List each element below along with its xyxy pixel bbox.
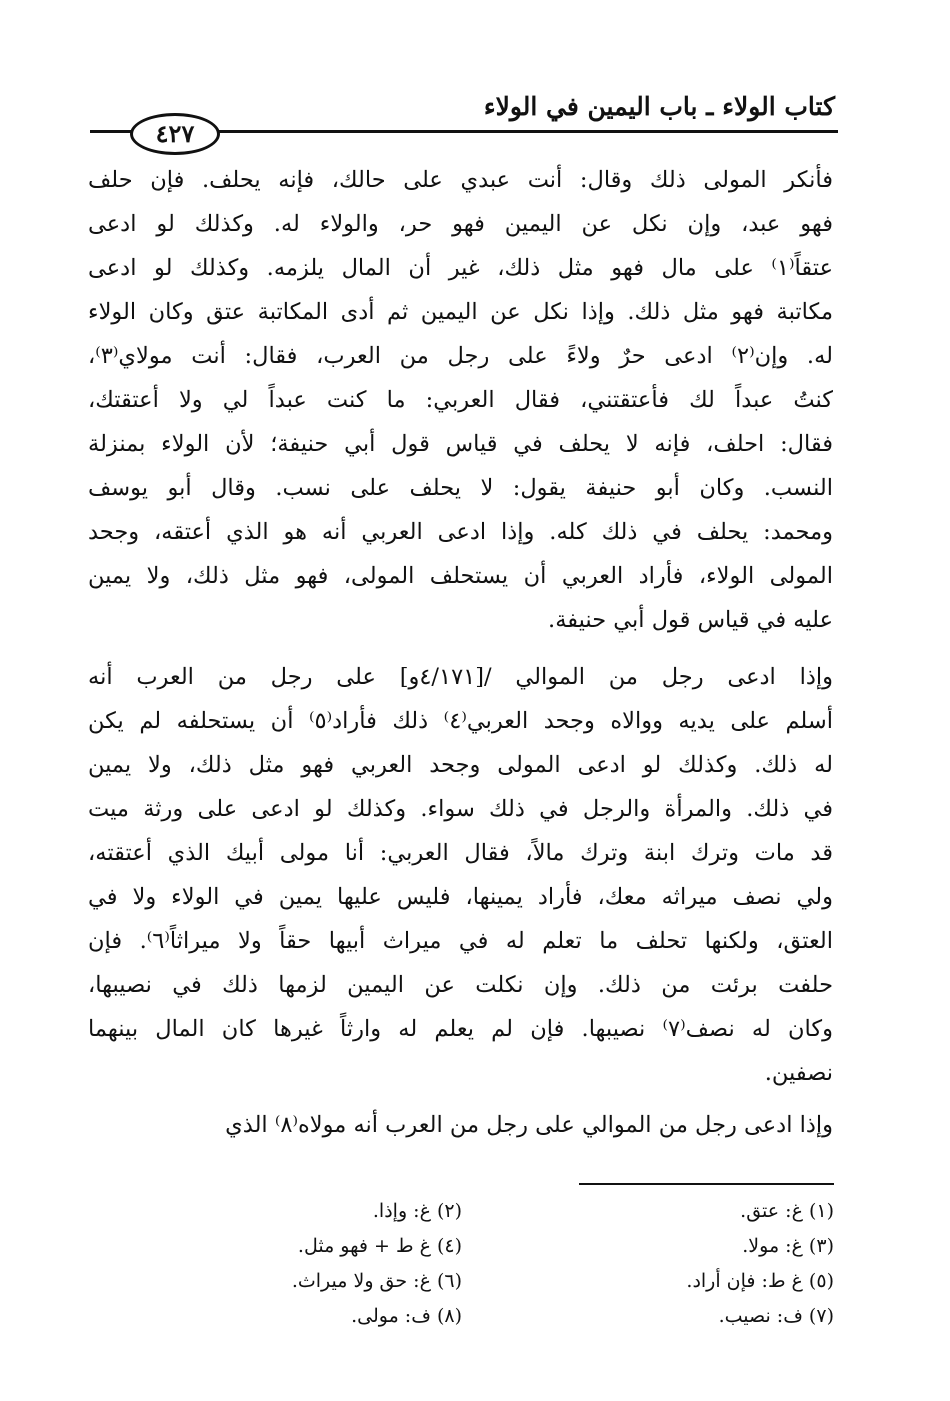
footnote: (٨) ف: مولى.	[351, 1305, 462, 1327]
text-line: قد مات وترك ابنة وترك مالاً، فقال العربي: أنا مولى أبيك الذي أعتقته،	[88, 840, 833, 866]
page-number-badge: ٤٢٧	[130, 113, 220, 155]
paragraph-3	[88, 1103, 833, 1147]
text-line: حلفت برئت من ذلك. وإن نكلت عن اليمين لزمها ذلك في نصيبها،	[88, 972, 833, 998]
text-line: كنتُ عبداً لك فأعتقتني، فقال العربي: ما كنت عبداً لي ولا أعتقتك،	[88, 387, 833, 413]
text-line: عتقاً⁽١⁾ على مال فهو مثل ذلك، غير أن المال يلزمه. وكذلك لو ادعى	[88, 255, 833, 281]
text-line: له ذلك. وكذلك لو ادعى المولى وجحد العربي فهو مثل ذلك، ولا يمين	[88, 752, 833, 778]
text-line: وكان له نصف⁽٧⁾ نصيبها. فإن لم يعلم له وارثاً غيرها كان المال بينهما	[88, 1016, 833, 1042]
text-line: فهو عبد، وإن نكل عن اليمين فهو حر، والولاء له. وكذلك لو ادعى	[88, 211, 833, 237]
paragraph-1	[88, 158, 833, 642]
text-line: نصفين.	[764, 1060, 833, 1086]
footnote-row	[90, 1229, 834, 1264]
text-line: فقال: احلف، فإنه لا يحلف في قياس قول أبي حنيفة؛ لأن الولاء بمنزلة	[88, 431, 833, 457]
text-line: عليه في قياس قول أبي حنيفة.	[548, 607, 833, 633]
text-line: مكاتبة فهو مثل ذلك. وإذا نكل عن اليمين ثم أدى المكاتبة عتق وكان الولاء	[88, 299, 833, 325]
text-line: العتق، ولكنها تحلف ما تعلم له في ميراث أبيها حقاً ولا ميراثاً⁽٦⁾. فإن	[88, 928, 833, 954]
footnote-row	[90, 1299, 834, 1334]
paragraph-2	[88, 655, 833, 1095]
footnote-row	[90, 1264, 834, 1299]
footnote-separator	[579, 1183, 834, 1185]
footnote: (٣) غ: مولا.	[742, 1235, 834, 1257]
text-line: أسلم على يديه ووالاه وجحد العربي⁽٤⁾ ذلك فأراد⁽٥⁾ أن يستحلفه لم يكن	[88, 708, 833, 734]
text-line: وإذا ادعى رجل من الموالي على رجل من العرب أنه مولاه⁽٨⁾ الذي	[225, 1112, 833, 1138]
text-line: ومحمد: يحلف في ذلك كله. وإذا ادعى العربي أنه هو الذي أعتقه، وجحد	[88, 519, 833, 545]
footnote: (٢) غ: وإذا.	[372, 1200, 462, 1222]
text-line: النسب. وكان أبو حنيفة يقول: لا يحلف على نسب. وقال أبو يوسف	[88, 475, 833, 501]
footnote-row	[90, 1194, 834, 1229]
footnote: (٤) غ ط + فهو مثل.	[297, 1235, 462, 1257]
text-line: له. وإن⁽٢⁾ ادعى حرٌ ولاءً على رجل من العرب، فقال: أنت مولاي⁽٣⁾،	[88, 343, 833, 369]
text-line: في ذلك. والمرأة والرجل في ذلك سواء. وكذلك لو ادعى على ورثة ميت	[88, 796, 833, 822]
footnote: (٦) غ: حق ولا ميراث.	[291, 1270, 462, 1292]
footnote: (٧) ف: نصيب.	[718, 1305, 834, 1327]
footnote: (١) غ: عتق.	[740, 1200, 834, 1222]
text-line: المولى الولاء، فأراد العربي أن يستحلف المولى، فهو مثل ذلك، ولا يمين	[88, 563, 833, 589]
footnote: (٥) غ ط: فإن أراد.	[686, 1270, 834, 1292]
footnotes	[90, 1194, 834, 1334]
text-line: ولي نصف ميراثه معك، فأراد يمينها، فليس عليها يمين في الولاء ولا في	[88, 884, 833, 910]
running-header-title: كتاب الولاء ـ باب اليمين في الولاء	[483, 92, 835, 121]
text-line: وإذا ادعى رجل من الموالي /[٤/١٧١و] على رجل من العرب أنه	[88, 664, 833, 690]
text-line: فأنكر المولى ذلك وقال: أنت عبدي على حالك، فإنه يحلف. فإن حلف	[88, 167, 833, 193]
